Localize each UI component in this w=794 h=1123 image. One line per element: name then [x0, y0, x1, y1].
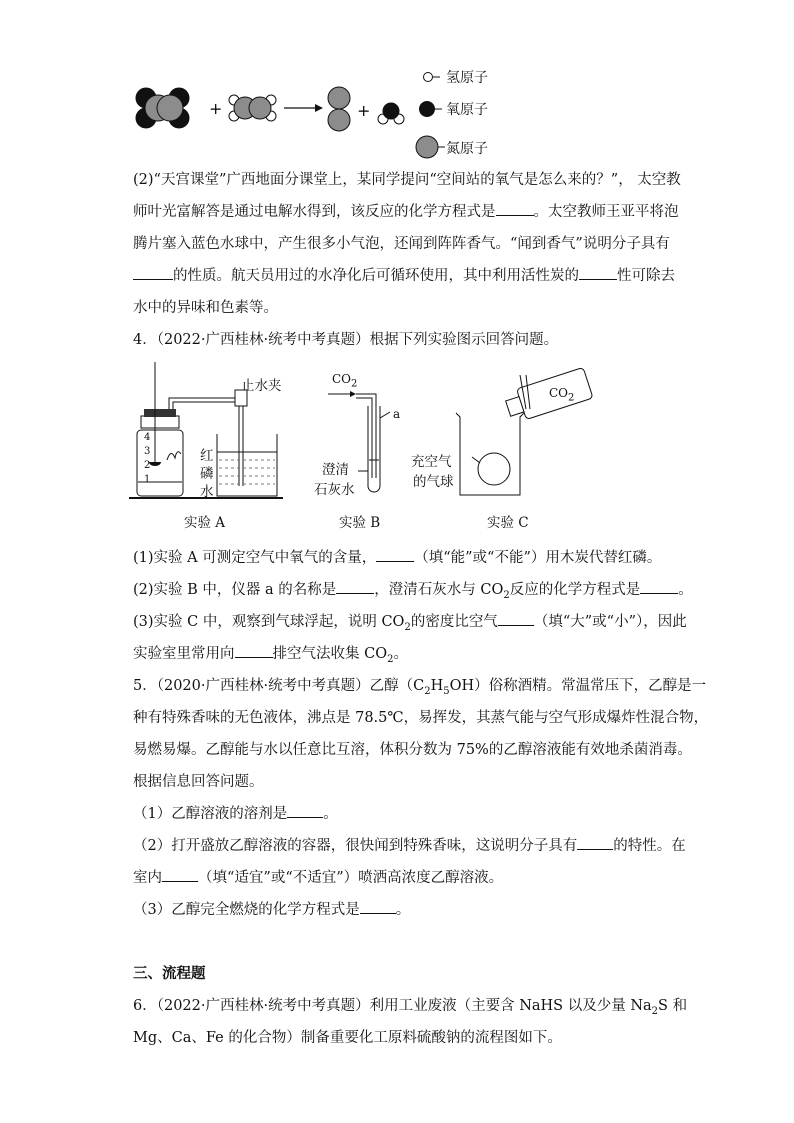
q3-part2-line2: 师叶光富解答是通过电解水得到，该反应的化学方程式是 。太空教师王亚平将泡 — [133, 200, 679, 221]
label-balloon-2: 的气球 — [413, 474, 454, 490]
label-co2-left: $CO_2$ — [332, 372, 358, 390]
product-molecule-2 — [378, 103, 404, 124]
q4-sub1: (1)实验 A 可测定空气中氧气的含量， （填“能”或“不能”）用木炭代替红磷。 — [133, 546, 661, 567]
legend-hydrogen: 氢原子 — [446, 70, 488, 86]
q5-line3: 易燃易爆。乙醇能与水以任意比互溶，体积分数为 75%的乙醇溶液能有效地杀菌消毒。 — [133, 742, 692, 758]
plus-sign-1: + — [209, 99, 223, 118]
label-limewater-1: 澄清 — [322, 462, 349, 478]
q3-part2-line1: (2)“天宫课堂”广西地面分课堂上，某同学提问“空间站的氧气是怎么来的？”， 太空教 — [133, 172, 681, 188]
q4-sub3-cont: 实验室里常用向 排空气法收集 $CO_2$。 — [133, 642, 408, 665]
q5-sub1: （1）乙醇溶液的溶剂是 。 — [133, 802, 338, 823]
product-molecule-1 — [328, 87, 350, 131]
q3-part2-line5: 水中的异味和色素等。 — [133, 300, 278, 316]
reactant-molecule-2 — [229, 95, 276, 121]
q4-stem: 4．（2022·广西桂林·统考中考真题）根据下列实验图示回答问题。 — [133, 332, 559, 348]
q3-part2-line3: 腾片塞入蓝色水球中，产生很多小气泡，还闻到阵阵香气。“闻到香气”说明分子具有 — [133, 236, 670, 252]
nitrogen-atom-icon — [415, 133, 445, 161]
q5-line1: 5．（2020·广西桂林·统考中考真题）乙醇$(C_2H_5OH)$俗称酒精。常温常压下，乙醇是一 — [133, 678, 707, 697]
label-co2-bottle: $CO_2$ — [549, 386, 575, 404]
section-heading-flowchart: 三、流程题 — [133, 965, 206, 982]
reactant-molecule-1 — [136, 88, 189, 128]
plus-sign-2: + — [357, 101, 371, 120]
label-red-p-2: 磷 — [200, 466, 214, 482]
q5-sub3: （3）乙醇完全燃烧的化学方程式是 。 — [133, 898, 410, 919]
label-red-p-1: 红 — [200, 448, 214, 464]
label-clip: 止水夹 — [241, 378, 282, 394]
jar-mark-3: 3 — [144, 446, 151, 457]
q3-part2-line4: 的性质。航天员用过的水净化后可循环使用，其中利用活性炭的 性可除去 — [133, 264, 675, 285]
q4-sub2: (2)实验 B 中，仪器 a 的名称是 ，澄清石灰水与 $CO_2$反应的化学方程式是 。 — [133, 578, 693, 601]
label-water: 水 — [200, 484, 214, 500]
oxygen-atom-icon — [418, 97, 442, 121]
q5-line2: 种有特殊香味的无色液体，沸点是 78.5℃，易挥发，其蒸气能与空气形成爆炸性混合物， — [133, 710, 709, 726]
hydrogen-atom-icon — [422, 68, 440, 86]
q5-sub2-cont: 室内 （填“适宜”或“不适宜”）喷洒高浓度乙醇溶液。 — [133, 866, 503, 887]
q5-sub2: （2）打开盛放乙醇溶液的容器，很快闻到特殊香味，这说明分子具有 的特性。在 — [133, 834, 686, 855]
label-limewater-2: 石灰水 — [314, 482, 355, 498]
caption-experiment-a: 实验 A — [184, 515, 226, 531]
jar-mark-1: 1 — [144, 474, 151, 485]
legend-oxygen: 氧原子 — [446, 102, 488, 118]
q5-line4: 根据信息回答问题。 — [133, 774, 264, 790]
legend-nitrogen: 氮原子 — [446, 141, 488, 157]
caption-experiment-c: 实验 C — [487, 515, 529, 531]
label-a: a — [393, 407, 401, 421]
label-balloon-1: 充空气 — [411, 454, 452, 470]
q4-sub3: (3)实验 C 中，观察到气球浮起，说明 $CO_2$的密度比空气 （填“大”或“小”），因此 — [133, 610, 687, 633]
jar-mark-4: 4 — [144, 432, 151, 443]
q6-line2: Mg、Ca、Fe 的化合物）制备重要化工原料硫酸钠的流程图如下。 — [133, 1030, 562, 1046]
experiment-c-figure — [450, 365, 600, 500]
q6-line1: 6．（2022·广西桂林·统考中考真题）利用工业废液（主要含 NaHS 以及少量 $Na_2S$ 和 — [133, 998, 688, 1017]
caption-experiment-b: 实验 B — [339, 515, 381, 531]
jar-mark-2: 2 — [144, 460, 151, 471]
